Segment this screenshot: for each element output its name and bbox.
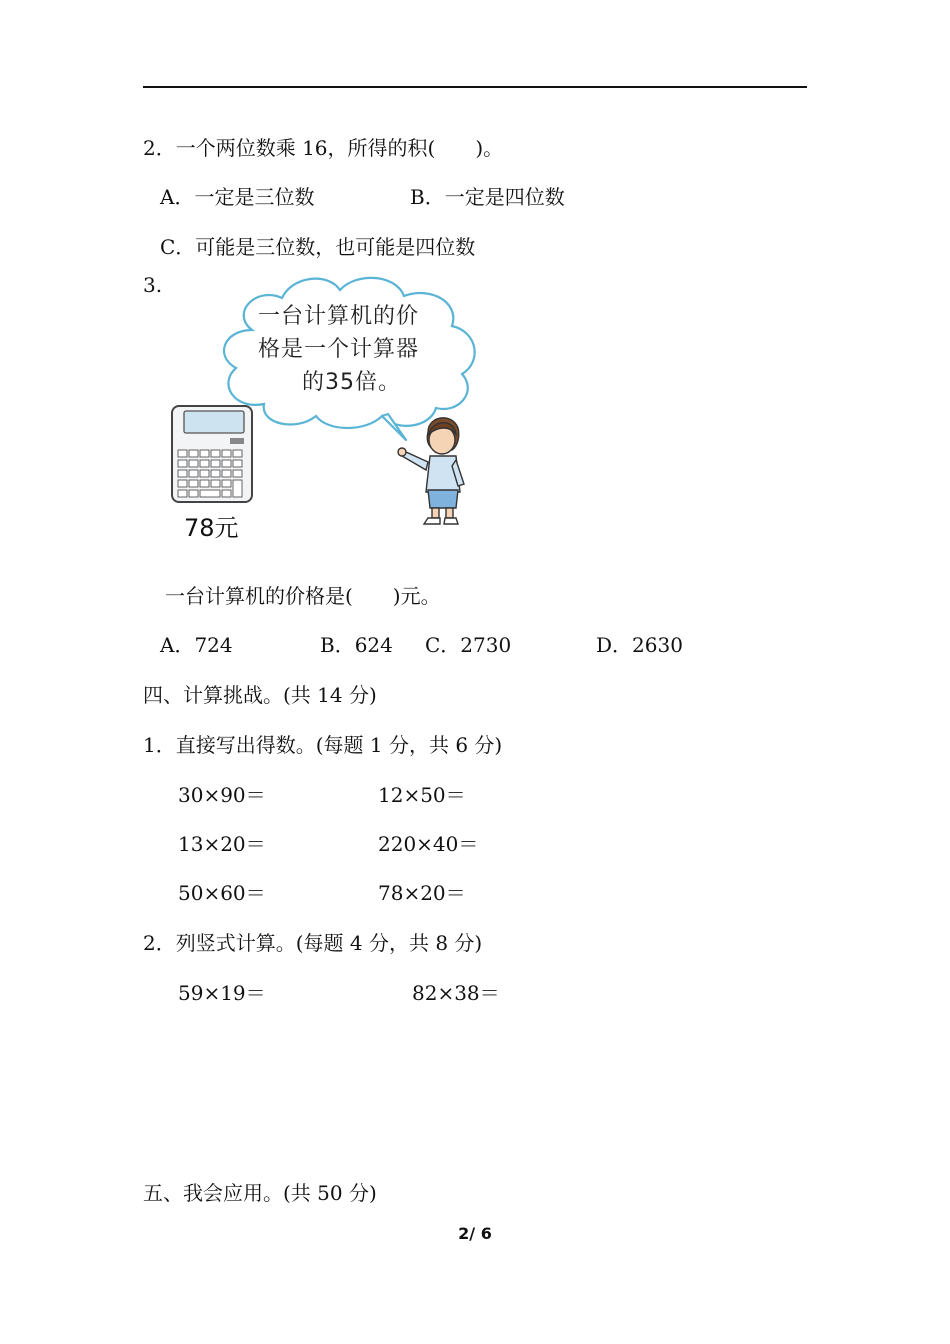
calc-item: 220×40＝ — [378, 832, 479, 856]
q2-option-c: C．可能是三位数，也可能是四位数 — [160, 235, 476, 259]
q3-option-b: B．624 — [320, 633, 393, 657]
q2-option-a: A．一定是三位数 — [160, 185, 315, 209]
calc-item: 78×20＝ — [378, 881, 466, 905]
speech-bubble-text — [258, 300, 458, 399]
calculator-price: 78元 — [184, 514, 239, 542]
calc-item: 13×20＝ — [178, 832, 266, 856]
calc-item: 50×60＝ — [178, 881, 266, 905]
q2-stem: 2．一个两位数乘 16，所得的积( )。 — [143, 136, 504, 160]
calc-item: 30×90＝ — [178, 783, 266, 807]
q3-stem: 一台计算机的价格是( )元。 — [165, 584, 441, 608]
q3-number: 3. — [143, 273, 163, 297]
bubble-line-1: 一台计算机的价 — [258, 304, 420, 329]
section4-heading: 四、计算挑战。(共 14 分) — [143, 683, 377, 707]
boy-icon — [398, 418, 464, 524]
vertical-calc-item: 59×19＝ — [178, 981, 266, 1005]
section5-heading: 五、我会应用。(共 50 分) — [143, 1181, 377, 1205]
bubble-line-2: 格是一个计算器 — [258, 337, 420, 362]
bubble-line-3: 的35倍。 — [302, 370, 401, 395]
section4-part2-heading: 2．列竖式计算。(每题 4 分，共 8 分) — [143, 931, 483, 955]
page-number: 2/ 6 — [458, 1224, 492, 1243]
q3-option-c: C．2730 — [425, 633, 512, 657]
calc-item: 12×50＝ — [378, 783, 466, 807]
vertical-calc-item: 82×38＝ — [412, 981, 500, 1005]
calculator-icon — [172, 406, 252, 502]
q3-option-a: A．724 — [160, 633, 233, 657]
section4-part1-heading: 1．直接写出得数。(每题 1 分，共 6 分) — [143, 733, 503, 757]
header-rule — [143, 86, 807, 88]
q2-option-b: B．一定是四位数 — [410, 185, 565, 209]
q3-option-d: D．2630 — [596, 633, 683, 657]
